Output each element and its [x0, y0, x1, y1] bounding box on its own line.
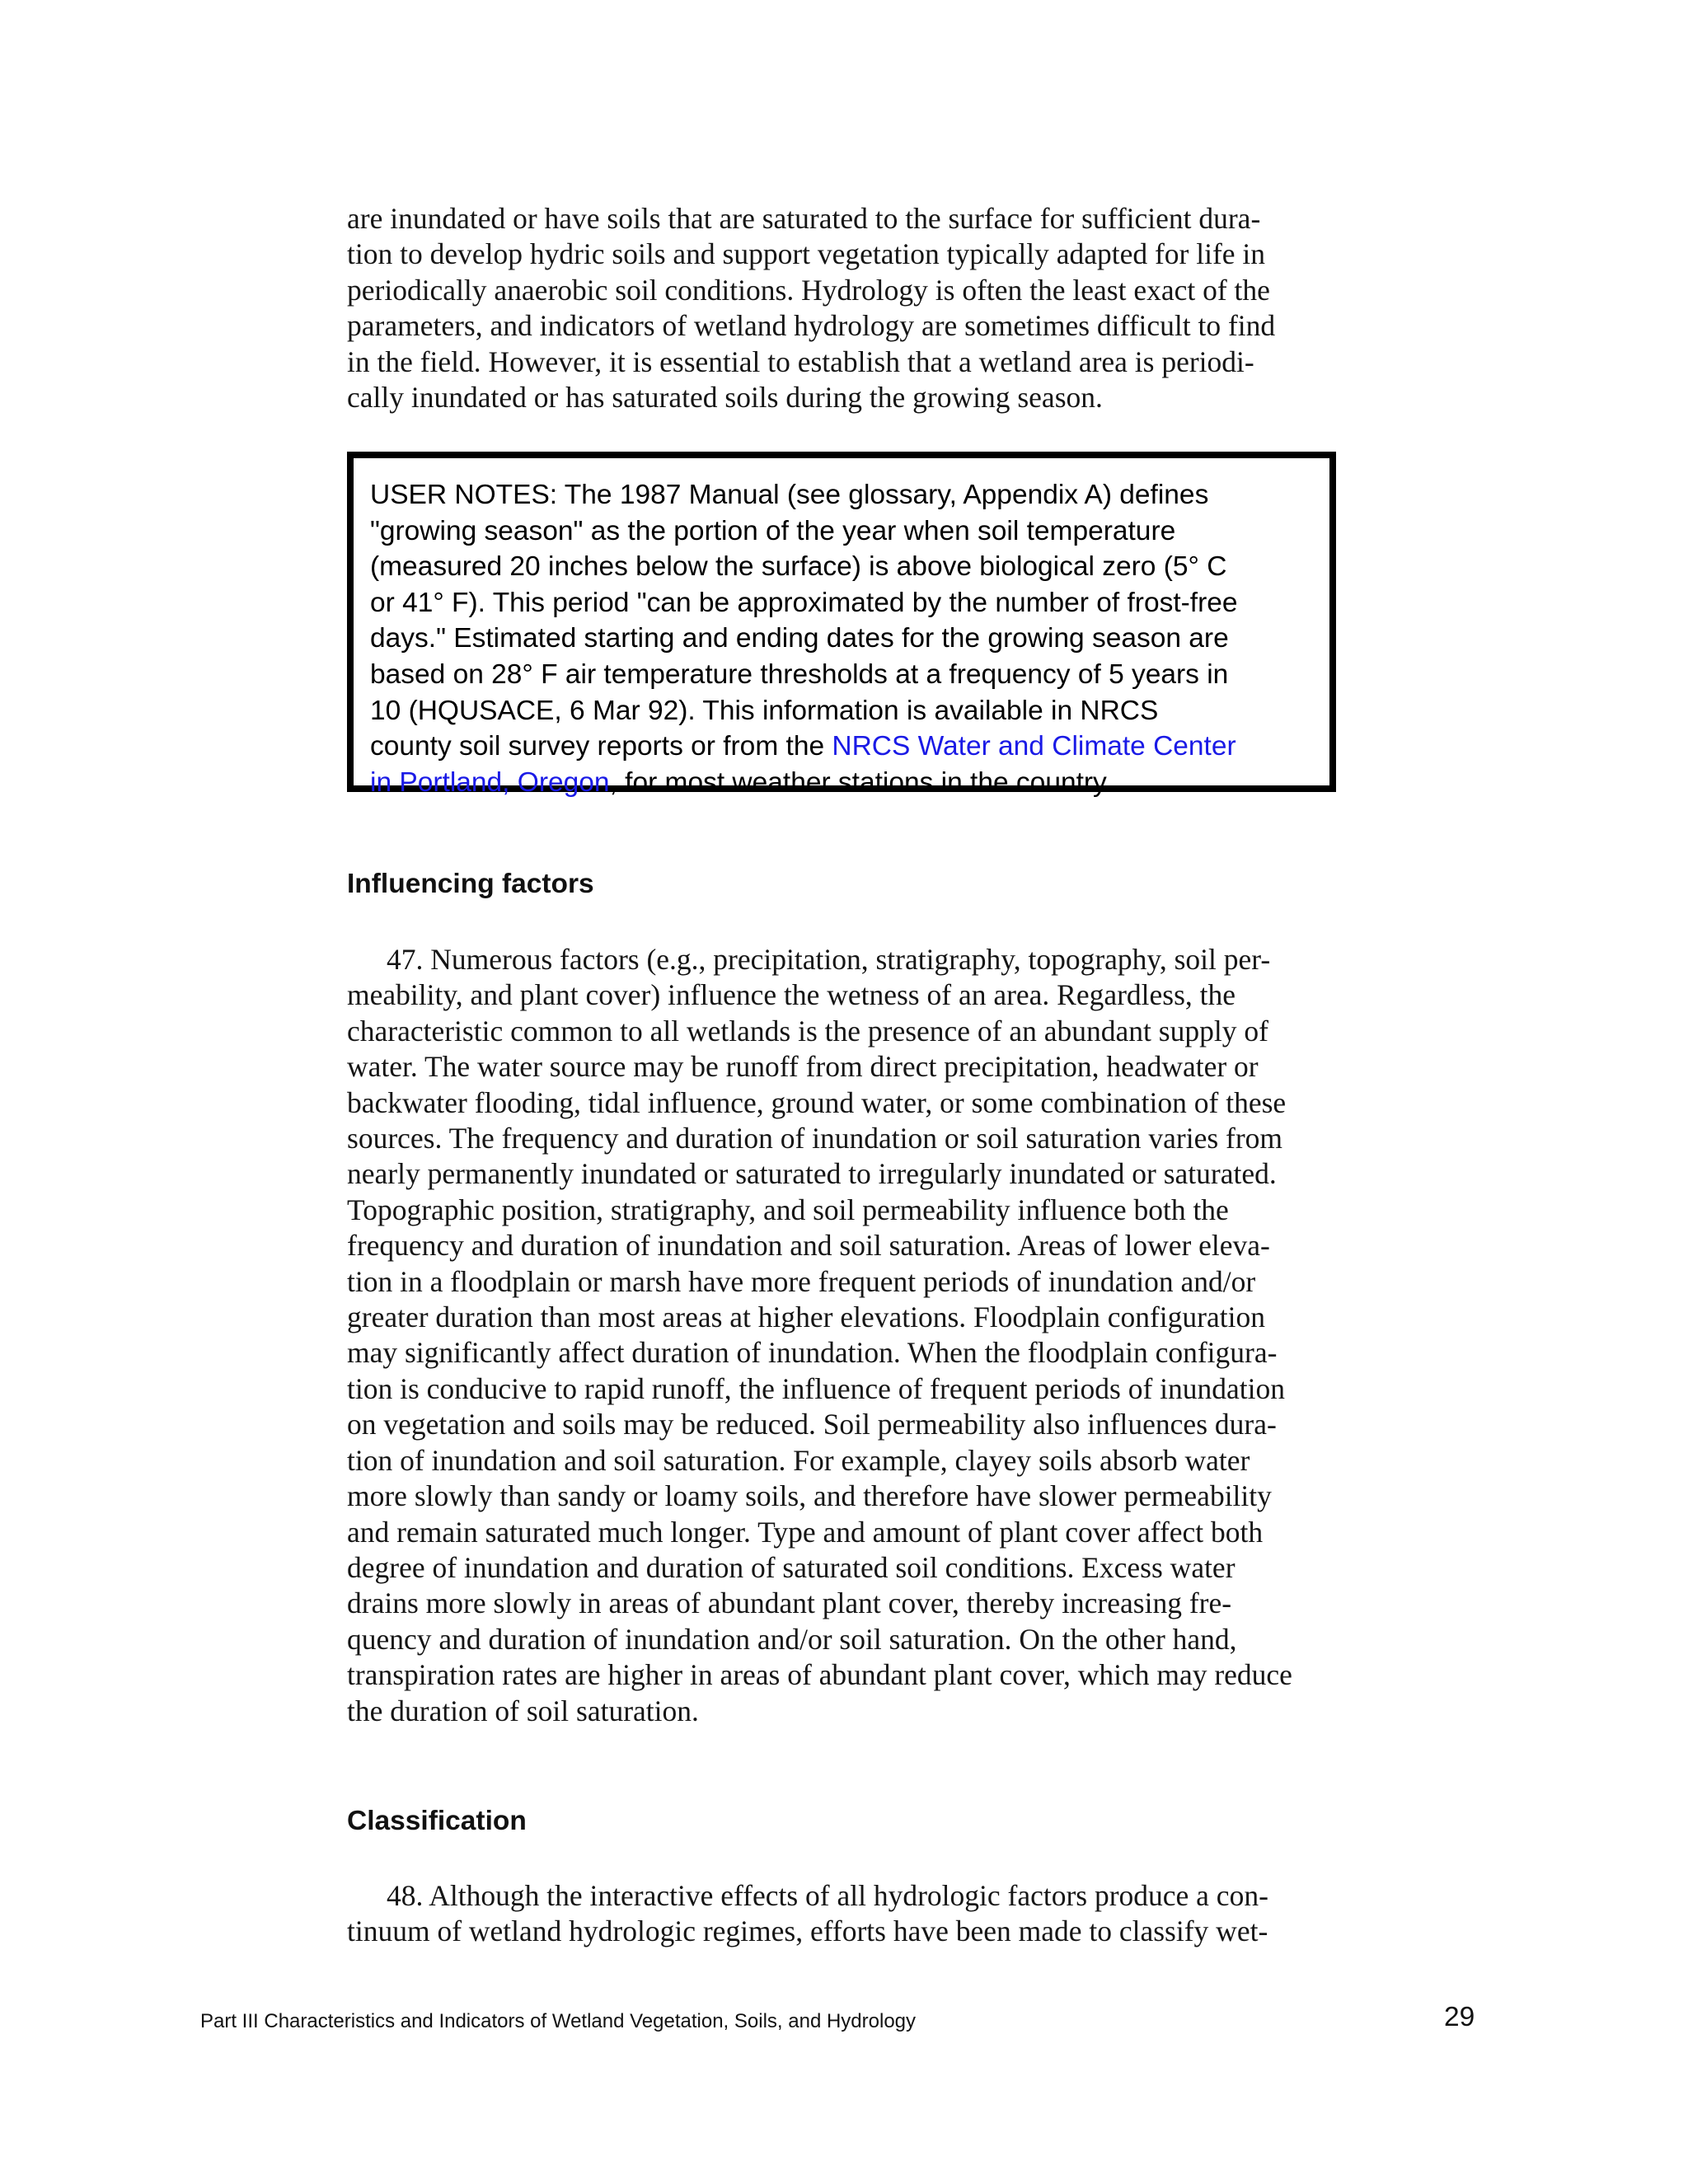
paragraph-line: and remain saturated much longer. Type and amount of plant cover affect both [347, 1515, 1264, 1549]
paragraph-line: tion of inundation and soil saturation. For example, clayey soils absorb water [347, 1443, 1250, 1477]
paragraph-line: transpiration rates are higher in areas of abundant plant cover, which may reduce [347, 1658, 1292, 1692]
user-notes-line: 10 (HQUSACE, 6 Mar 92). This information is available in NRCS [370, 695, 1159, 726]
user-notes-line [370, 765, 1329, 801]
paragraph-line: tinuum of wetland hydrologic regimes, efforts have been made to classify wet- [347, 1915, 1268, 1948]
user-notes-text: county soil survey reports or from the [370, 731, 832, 762]
paragraph-line: backwater flooding, tidal influence, ground water, or some combination of these [347, 1085, 1287, 1119]
paragraph-line: in the field. However, it is essential to establish that a wetland area is periodi- [347, 344, 1254, 378]
section-heading-influencing-factors: Influencing factors [347, 869, 594, 899]
user-notes-text: , for most weather stations in the country. [609, 766, 1113, 798]
footer-caption: Part III Characteristics and Indicators of Wetland Vegetation, Soils, and Hydrology [200, 2010, 917, 2032]
paragraph-line: characteristic common to all wetlands is the presence of an abundant supply of [347, 1014, 1268, 1047]
paragraph-line: on vegetation and soils may be reduced. Soil permeability also influences dura- [347, 1408, 1277, 1441]
paragraph-line: greater duration than most areas at higher elevations. Floodplain configuration [347, 1301, 1265, 1334]
paragraph-line: meability, and plant cover) influence the wetness of an area. Regardless, the [347, 978, 1236, 1012]
paragraph-line: parameters, and indicators of wetland hydrology are sometimes difficult to find [347, 309, 1276, 343]
user-notes-line: "growing season" as the portion of the year when soil temperature [370, 515, 1176, 546]
paragraph-line: the duration of soil saturation. [347, 1694, 699, 1727]
paragraph-47 [347, 942, 1320, 1729]
user-notes-box [347, 452, 1336, 798]
paragraph-line: 47. Numerous factors (e.g., precipitation, stratigraphy, topography, soil per- [387, 943, 1271, 976]
user-notes-line: (measured 20 inches below the surface) is above biological zero (5° C [370, 551, 1227, 583]
paragraph-line: more slowly than sandy or loamy soils, and therefore have slower permeability [347, 1479, 1272, 1513]
user-notes-line: based on 28° F air temperature thresholds at a frequency of 5 years in [370, 658, 1229, 690]
user-notes-line: days." Estimated starting and ending dates for the growing season are [370, 623, 1229, 654]
paragraph-line: frequency and duration of inundation and soil saturation. Areas of lower eleva- [347, 1229, 1270, 1263]
paragraph-line: 48. Although the interactive effects of all hydrologic factors produce a con- [387, 1879, 1268, 1912]
paragraph-line: degree of inundation and duration of saturated soil conditions. Excess water [347, 1550, 1236, 1584]
paragraph-line: nearly permanently inundated or saturated to irregularly inundated or saturated. [347, 1157, 1277, 1191]
paragraph-line: are inundated or have soils that are saturated to the surface for sufficient dura- [347, 202, 1261, 235]
paragraph-line: tion in a floodplain or marsh have more frequent periods of inundation and/or [347, 1264, 1256, 1298]
paragraph-line: periodically anaerobic soil conditions. Hydrology is often the least exact of the [347, 273, 1270, 307]
nrcs-climate-center-link[interactable]: NRCS Water and Climate Center [832, 731, 1236, 762]
user-notes-line [370, 729, 1329, 765]
user-notes-line: or 41° F). This period "can be approximated by the number of frost-free [370, 587, 1238, 618]
paragraph-line: tion to develop hydric soils and support vegetation typically adapted for life in [347, 237, 1266, 271]
paragraph-line: tion is conducive to rapid runoff, the influence of frequent periods of inundation [347, 1371, 1285, 1405]
paragraph-line: sources. The frequency and duration of inundation or soil saturation varies from [347, 1122, 1283, 1155]
portland-oregon-link[interactable]: in Portland, Oregon [370, 766, 610, 798]
paragraph-line: water. The water source may be runoff from direct precipitation, headwater or [347, 1050, 1259, 1084]
paragraph-line: Topographic position, stratigraphy, and soil permeability influence both the [347, 1193, 1229, 1226]
paragraph-line: quency and duration of inundation and/or soil saturation. On the other hand, [347, 1622, 1237, 1656]
user-notes-line: USER NOTES: The 1987 Manual (see glossary, Appendix A) defines [370, 480, 1209, 510]
paragraph-line: drains more slowly in areas of abundant plant cover, thereby increasing fre- [347, 1586, 1232, 1620]
page-number: 29 [1444, 2002, 1475, 2032]
section-heading-classification: Classification [347, 1806, 527, 1836]
paragraph-line: may significantly affect duration of inundation. When the floodplain configura- [347, 1336, 1278, 1370]
paragraph-48 [347, 1878, 1320, 1950]
paragraph-line: cally inundated or has saturated soils during the growing season. [347, 381, 1103, 415]
intro-paragraph [347, 201, 1320, 415]
